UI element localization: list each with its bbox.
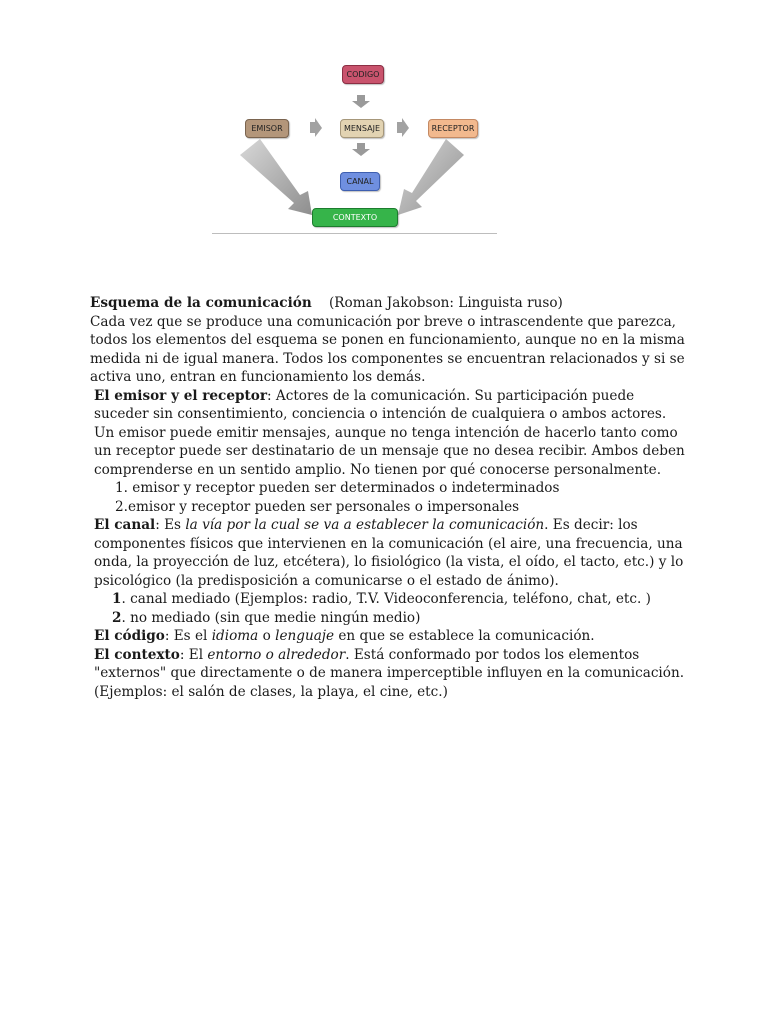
canal-item2-number: 2 — [112, 609, 122, 626]
contexto-pre: : El — [179, 646, 208, 663]
codigo-text: en que se establece la comunicación. — [334, 628, 595, 644]
node-codigo: CODIGO — [342, 65, 384, 84]
canal-italic: la vía por la cual se va a establecer la comunicación — [185, 517, 545, 533]
title-bold: Esquema de la comunicación — [90, 295, 312, 311]
codigo-mid: o — [258, 628, 276, 644]
contexto-text: . Está conformado por todos los elementos "externos" que directamente o de manera imperceptible influyen en la comunicación. (Ejemplos: el salón de clases, la playa, el cine, etc.) — [94, 646, 685, 700]
canal-pre: : Es — [155, 517, 186, 533]
emisor-list-item-1: 1. emisor y receptor pueden ser determinados o indeterminados — [115, 480, 560, 496]
canal-item1-text: . canal mediado (Ejemplos: radio, T.V. Videoconferencia, teléfono, chat, etc. ) — [121, 591, 651, 607]
codigo-heading: El código — [94, 628, 165, 644]
node-contexto: CONTEXTO — [312, 208, 398, 227]
node-receptor: RECEPTOR — [428, 119, 478, 138]
canal-paragraph — [90, 516, 690, 590]
node-emisor: EMISOR — [245, 119, 289, 138]
section-title — [90, 294, 690, 313]
arrow-mensaje-canal — [352, 143, 370, 156]
contexto-paragraph — [90, 646, 690, 702]
document-body — [90, 294, 690, 701]
arrow-receptor-contexto — [398, 139, 464, 215]
codigo-pre: : Es el — [164, 628, 212, 644]
emisor-heading: El emisor y el receptor — [94, 387, 267, 404]
codigo-italic-idioma: idioma — [211, 628, 259, 644]
emisor-list-item-2: 2.emisor y receptor pueden ser personales o impersonales — [115, 498, 520, 515]
canal-heading: El canal — [94, 517, 156, 533]
title-subtitle: (Roman Jakobson: Linguista ruso) — [329, 295, 563, 311]
canal-list-item-2 — [90, 609, 690, 628]
codigo-italic-lenguaje: lenguaje — [275, 628, 335, 644]
divider — [212, 233, 497, 234]
arrow-mensaje-receptor — [397, 118, 409, 137]
arrow-codigo-mensaje — [352, 95, 370, 108]
intro-paragraph: Cada vez que se produce una comunicación por breve o intrascendente que parezca, todos los elementos del esquema se ponen en funcionamiento, aunque no en la misma medida ni de igual manera. Todos los componentes se encuentran relacionados y si se activa uno, entran en funcionamiento los demás. — [90, 313, 685, 385]
communication-diagram — [200, 55, 500, 240]
contexto-italic: entorno o alrededor — [207, 646, 346, 663]
codigo-paragraph — [90, 627, 690, 646]
arrow-emisor-mensaje — [310, 118, 322, 137]
arrow-emisor-contexto — [240, 139, 312, 215]
contexto-heading: El contexto — [94, 646, 180, 663]
canal-list-item-1 — [90, 590, 690, 609]
emisor-text: : Actores de la comunicación. Su participación puede suceder sin consentimiento, conciencia o intención de cualquiera o ambos actores. Un emisor puede emitir mensajes, aunque no tenga intención de hacerlo tanto como un receptor puede ser destinatario de un mensaje que no desea recibir. Ambos deben comprenderse en un sentido amplio. No tienen por qué conocerse personalmente. — [94, 387, 685, 478]
canal-item2-text: . no mediado (sin que medie ningún medio) — [121, 609, 421, 626]
node-mensaje: MENSAJE — [340, 119, 384, 138]
node-canal: CANAL — [340, 172, 380, 191]
emisor-paragraph — [90, 387, 690, 480]
canal-text: . Es decir: los componentes físicos que intervienen en la comunicación (el aire, una frecuencia, una onda, la proyección de luz, etcétera), lo fisiológico (la vista, el oído, el tacto, etc.) y lo psicológico (la predisposición a comunicarse o el estado de ánimo). — [94, 517, 684, 589]
canal-item1-number: 1 — [112, 591, 122, 607]
